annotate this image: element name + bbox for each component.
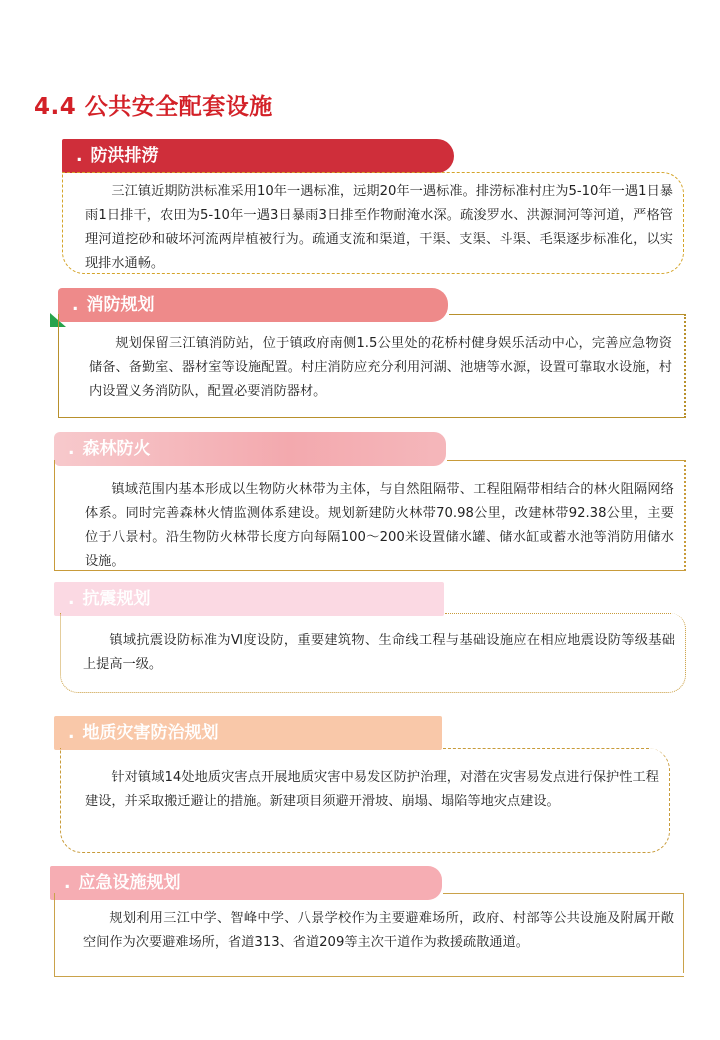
- section-heading: 应急设施规划: [78, 873, 181, 893]
- section-paragraph: 镇域范围内基本形成以生物防火林带为主体，与自然阻隔带、工程阻隔带相结合的林火阻隔网络体系。同时完善森林火情监测体系建设。规划新建防火林带70.98公里，改建林带92.38公里，主要位于八景村。沿生物防火林带长度方向每隔100～200米设置储水罐、储水缸或蓄水池等消防用储水设施。: [85, 482, 674, 569]
- section-body-box: [60, 748, 670, 853]
- section-heading: 地质灾害防治规划: [82, 723, 219, 743]
- section-banner: [54, 716, 442, 750]
- section-heading: 消防规划: [86, 295, 155, 315]
- section-paragraph: 规划利用三江中学、智峰中学、八景学校作为主要避难场所，政府、村部等公共设施及附属开敞空间作为次要避难场所，省道313、省道209等主次干道作为救援疏散通道。: [83, 911, 674, 950]
- section-body-box: [54, 893, 684, 977]
- section-paragraph: 三江镇近期防洪标准采用10年一遇标准，远期20年一遇标准。排涝标准村庄为5-10年一遇1日暴雨1日排干，农田为5-10年一遇3日暴雨3日排至作物耐淹水深。疏浚罗水、洪源洞河等河道，严格管理河道挖砂和破坏河流两岸植被行为。疏通支流和渠道，干渠、支渠、斗渠、毛渠逐步标准化，以实现排水通畅。: [85, 184, 673, 271]
- section-banner: [54, 582, 444, 616]
- section-heading: 森林防火: [82, 439, 151, 459]
- bullet: .: [76, 146, 83, 166]
- box-top-border: [447, 460, 684, 461]
- box-top-border: [443, 893, 684, 894]
- box-top-border: [449, 314, 684, 315]
- bullet: .: [68, 439, 75, 459]
- section-body-box: [54, 460, 686, 571]
- bullet: .: [68, 589, 75, 609]
- section-paragraph: 镇域抗震设防标准为Ⅵ度设防，重要建筑物、生命线工程与基础设施应在相应地震设防等级基础上提高一级。: [83, 633, 675, 672]
- box-top-border: [445, 613, 671, 614]
- section-body-box: [62, 172, 684, 274]
- section-body-box: [60, 613, 686, 693]
- section-paragraph: 针对镇域14处地质灾害点开展地质灾害中易发区防护治理，对潜在灾害易发点进行保护性工程建设，并采取搬迁避让的措施。新建项目须避开滑坡、崩塌、塌陷等地灾点建设。: [85, 770, 659, 809]
- section-body-box: [58, 314, 686, 418]
- bullet: .: [72, 295, 79, 315]
- box-top-border: [443, 748, 649, 749]
- bullet: .: [64, 873, 71, 893]
- section-heading: 抗震规划: [82, 589, 151, 609]
- section-heading: 防洪排涝: [90, 146, 159, 166]
- bullet: .: [68, 723, 75, 743]
- box-right-border: [683, 893, 684, 973]
- section-paragraph: 规划保留三江镇消防站，位于镇政府南侧1.5公里处的花桥村健身娱乐活动中心，完善应急物资储备、备勤室、器材室等设施配置。村庄消防应充分利用河湖、池塘等水源，设置可靠取水设施，村内设置义务消防队，配置必要消防器材。: [89, 336, 672, 399]
- page-title: 4.4 公共安全配套设施: [34, 94, 273, 120]
- section-banner: [62, 139, 454, 173]
